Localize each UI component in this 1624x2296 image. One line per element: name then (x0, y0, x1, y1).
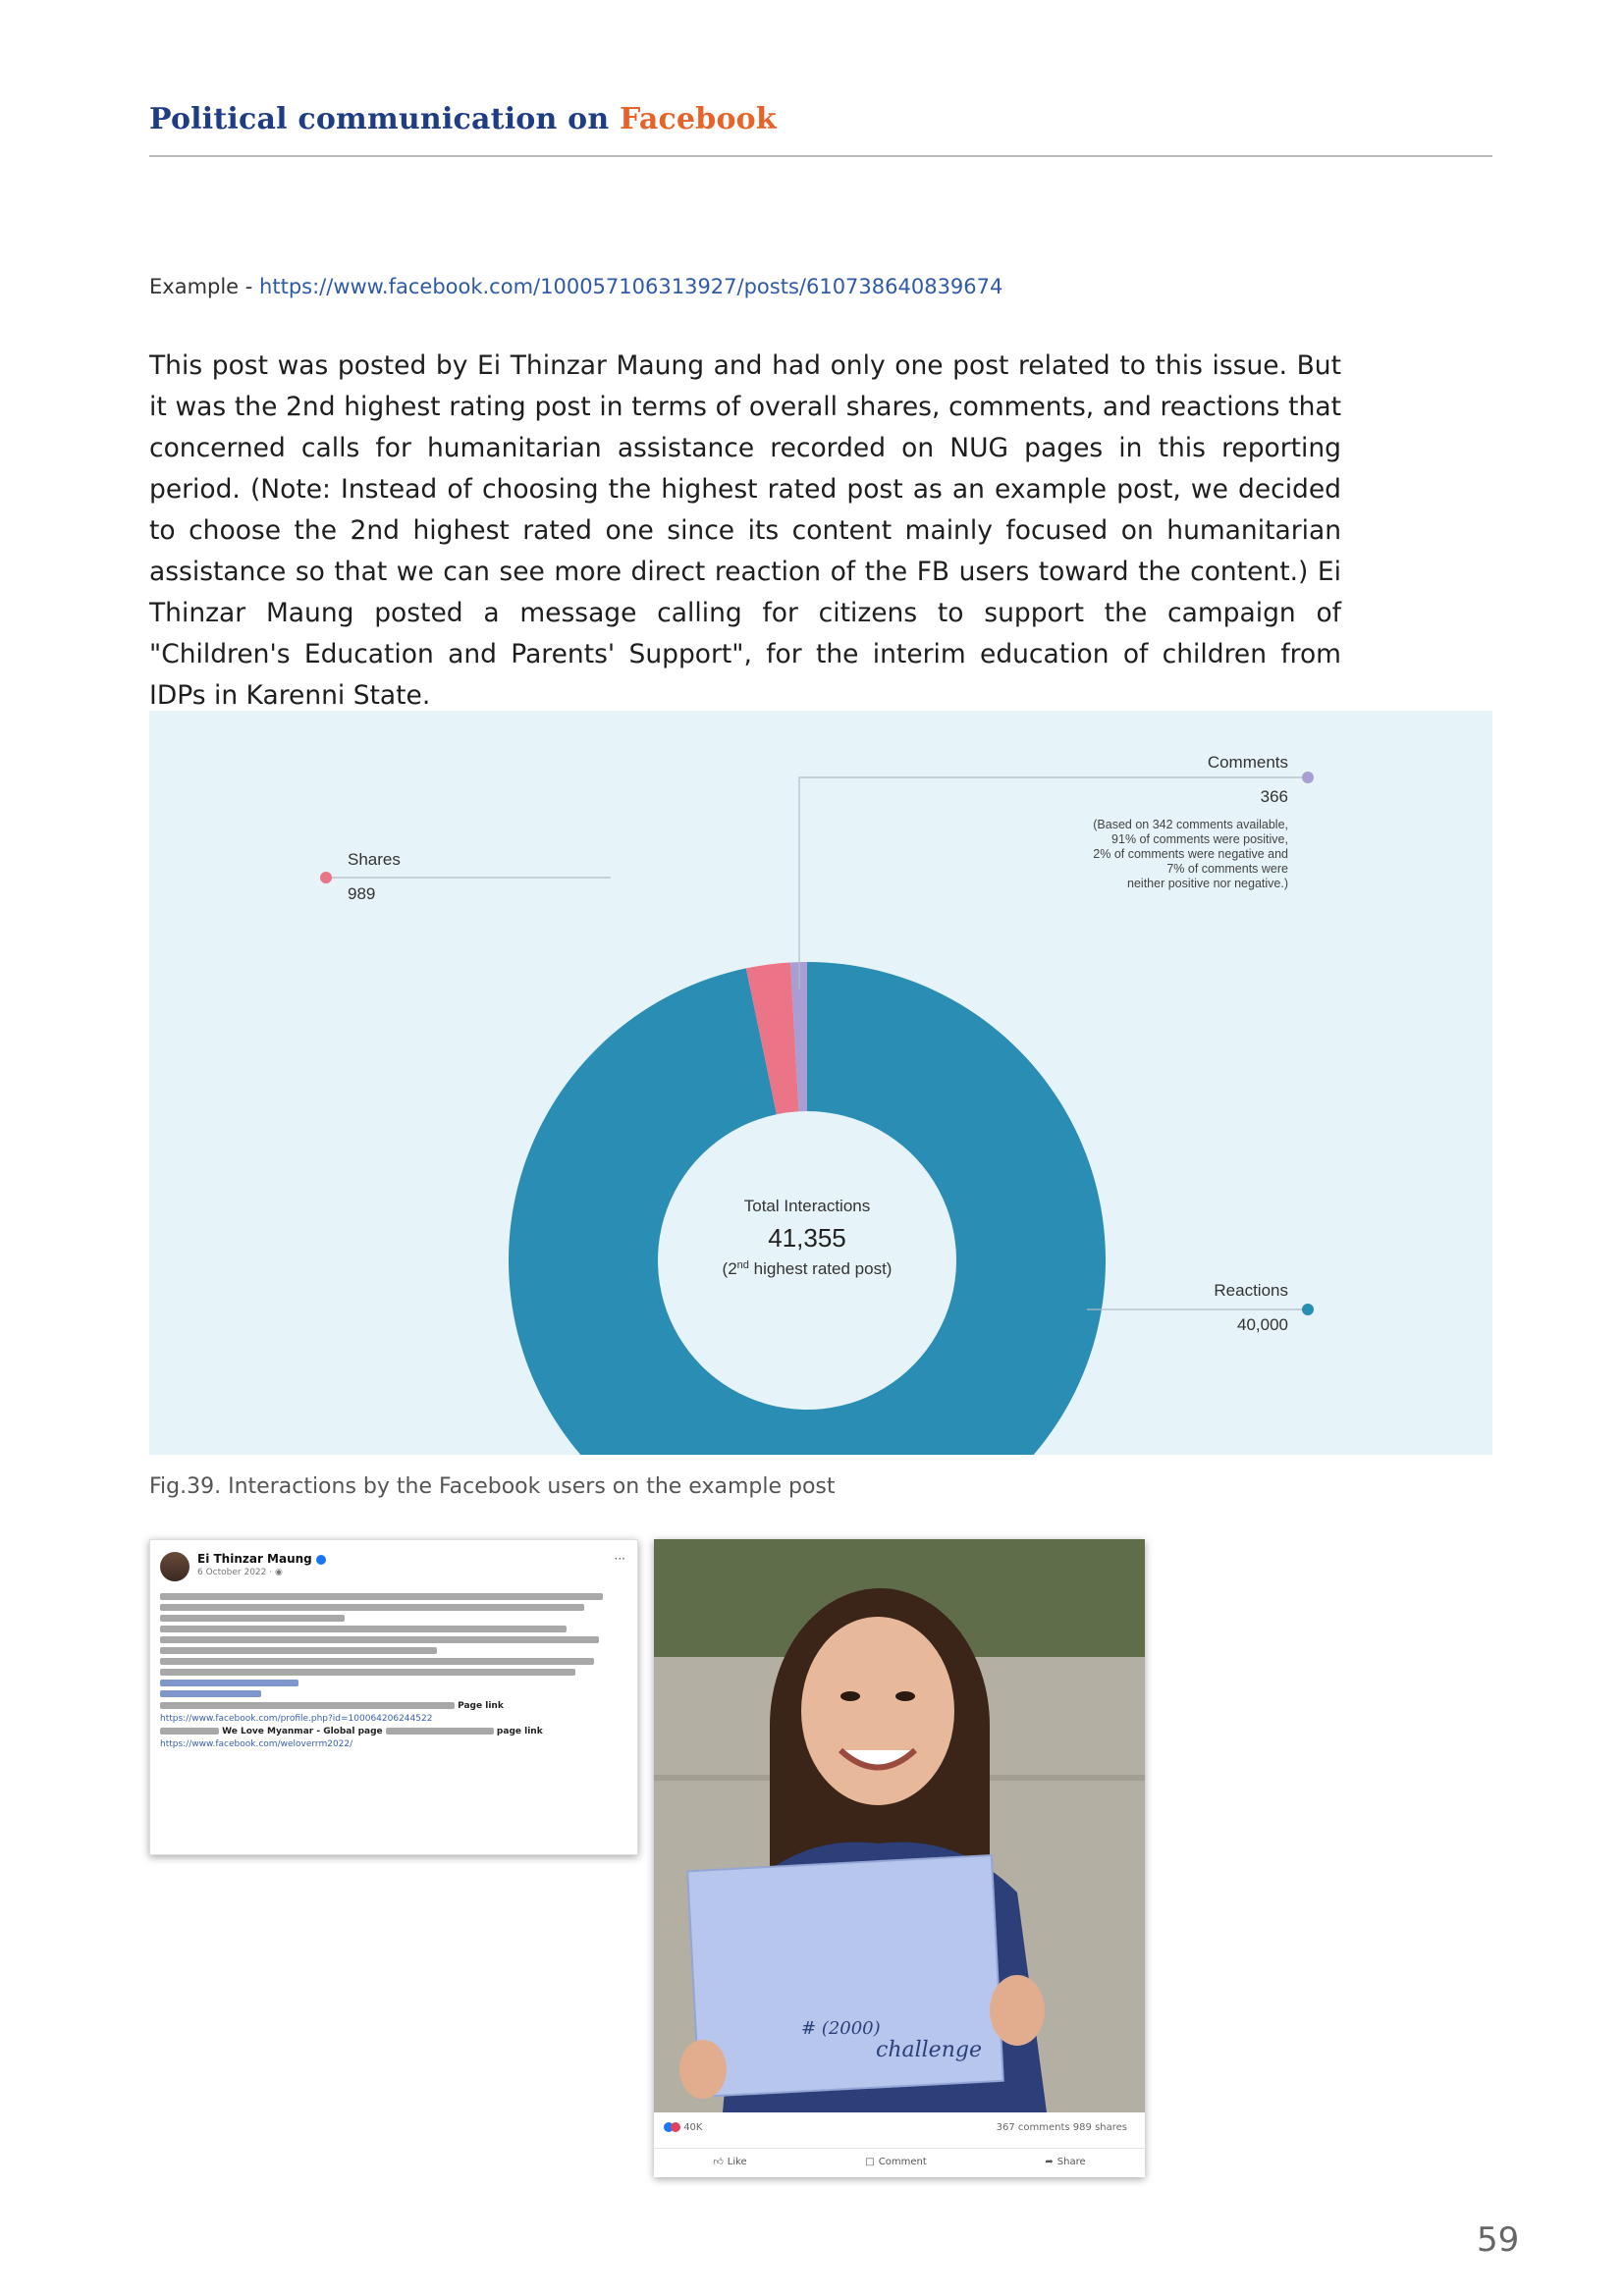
post-welove-text: We Love Myanmar - Global page (222, 1727, 383, 1736)
post-script-line (160, 1728, 219, 1735)
shares-value-label: 989 (348, 884, 376, 903)
center-title: Total Interactions (743, 1197, 871, 1215)
thumbs-up-icon: 👍︎ (713, 2157, 724, 2167)
center-note-sup: nd (736, 1259, 749, 1271)
running-header (149, 102, 777, 136)
post-author (197, 1552, 326, 1566)
post-script-line (160, 1604, 584, 1611)
post-script-line (160, 1626, 567, 1632)
photo-illustration (654, 1539, 1145, 2112)
post-author-name: Ei Thinzar Maung (197, 1552, 312, 1566)
more-options-icon[interactable]: ··· (614, 1552, 625, 1566)
post-script-line (160, 1702, 455, 1709)
post-hashtag (160, 1690, 261, 1697)
figure-caption: Fig.39. Interactions by the Facebook users on the example post (149, 1474, 836, 1499)
avatar (160, 1552, 189, 1581)
post-script-line (160, 1636, 599, 1643)
post-body (160, 1589, 622, 1752)
facebook-photo-card (654, 1539, 1145, 2177)
photo-face (801, 1617, 954, 1805)
post-script-line (160, 1593, 603, 1600)
reaction-count[interactable]: 40K (683, 2122, 703, 2133)
post-script-line (160, 1615, 345, 1622)
post-actions (654, 2148, 1145, 2174)
example-label: Example - (149, 275, 260, 298)
post-stats (664, 2122, 1135, 2133)
sign-challenge: challenge (876, 2038, 982, 2062)
like-button[interactable] (713, 2156, 746, 2167)
photo-eye (895, 1691, 915, 1701)
verified-badge-icon (316, 1555, 326, 1565)
photo-hand (679, 2040, 727, 2099)
comment-button[interactable] (865, 2157, 926, 2167)
center-note-prefix: (2 (722, 1259, 737, 1278)
running-header-main: Political communication on (149, 102, 621, 136)
reactions-value-label: 40,000 (1237, 1315, 1288, 1334)
comments-note-line: 7% of comments were (1166, 862, 1288, 876)
post-photo (654, 1539, 1145, 2112)
post-page-line (160, 1701, 622, 1711)
post-script-line (160, 1647, 437, 1654)
sign-number: # (2000) (801, 2018, 881, 2039)
comments-note-line: (Based on 342 comments available, (1093, 818, 1288, 831)
shares-name-label: Shares (348, 850, 401, 869)
post-script-line (386, 1728, 494, 1735)
comments-note-line: 91% of comments were positive, (1111, 832, 1288, 846)
share-label: Share (1056, 2156, 1086, 2167)
share-button[interactable] (1045, 2157, 1085, 2167)
comments-note-line: 2% of comments were negative and (1093, 847, 1288, 861)
reactions-name-label: Reactions (1214, 1281, 1288, 1300)
post-script-line (160, 1669, 575, 1676)
reactions-marker (1302, 1304, 1314, 1315)
post-url-2[interactable]: https://www.facebook.com/weloverrm2022/ (160, 1739, 353, 1749)
love-reaction-icon (671, 2122, 680, 2132)
comments-marker (1302, 772, 1314, 783)
like-label: Like (727, 2156, 747, 2167)
post-script-line (160, 1658, 594, 1665)
example-line (149, 275, 1002, 298)
comments-name-label: Comments (1207, 753, 1288, 772)
donut-chart-panel (149, 711, 1492, 1455)
center-note-suffix: highest rated post) (748, 1259, 893, 1278)
post-page-link-suffix: page link (493, 1727, 543, 1736)
post-welove-line (160, 1727, 622, 1736)
comments-value-label: 366 (1260, 787, 1288, 806)
post-date-text: 6 October 2022 · (197, 1568, 275, 1577)
center-total: 41,355 (768, 1223, 846, 1253)
comment-label: Comment (878, 2156, 927, 2167)
comment-icon: □ (865, 2156, 875, 2167)
post-page-link-text: Page link (455, 1701, 504, 1711)
globe-icon: ◉ (274, 1568, 283, 1577)
post-hashtag (160, 1680, 298, 1686)
page-number: 59 (1477, 2220, 1520, 2260)
photo-eye (840, 1691, 860, 1701)
share-icon: ➦ (1045, 2156, 1054, 2167)
post-date (197, 1568, 283, 1577)
facebook-post-screenshot (149, 1539, 638, 1855)
shares-marker (320, 872, 332, 883)
post-profile-url[interactable]: https://www.facebook.com/profile.php?id=100064206244522 (160, 1714, 433, 1724)
photo-hand (990, 1975, 1045, 2046)
body-paragraph: This post was posted by Ei Thinzar Maung and had only one post related to this issue. But it was the 2nd highest rating post in terms of overall shares, comments, and reactions that concerned calls for humanitarian assistance recorded on NUG pages in this reporting period. (Note: Instead of choosing the highest rated post as an example post, we decided to choose the 2nd highest rated one since its content mainly focused on humanitarian assistance so that we can see more direct reaction of the FB users toward the content.) Ei Thinzar Maung posted a message calling for citizens to support the campaign of "Children's Education and Parents' Support", for the interim education of children from IDPs in Karenni State. (149, 350, 1341, 711)
donut-chart (149, 711, 1492, 1455)
example-link[interactable]: https://www.facebook.com/100057106313927/posts/610738640839674 (259, 275, 1003, 298)
comments-note-line: neither positive nor negative.) (1127, 877, 1288, 890)
running-header-accent: Facebook (620, 102, 777, 136)
comments-shares-count[interactable]: 367 comments 989 shares (996, 2122, 1127, 2133)
header-divider (149, 155, 1492, 157)
center-note (723, 1259, 893, 1278)
